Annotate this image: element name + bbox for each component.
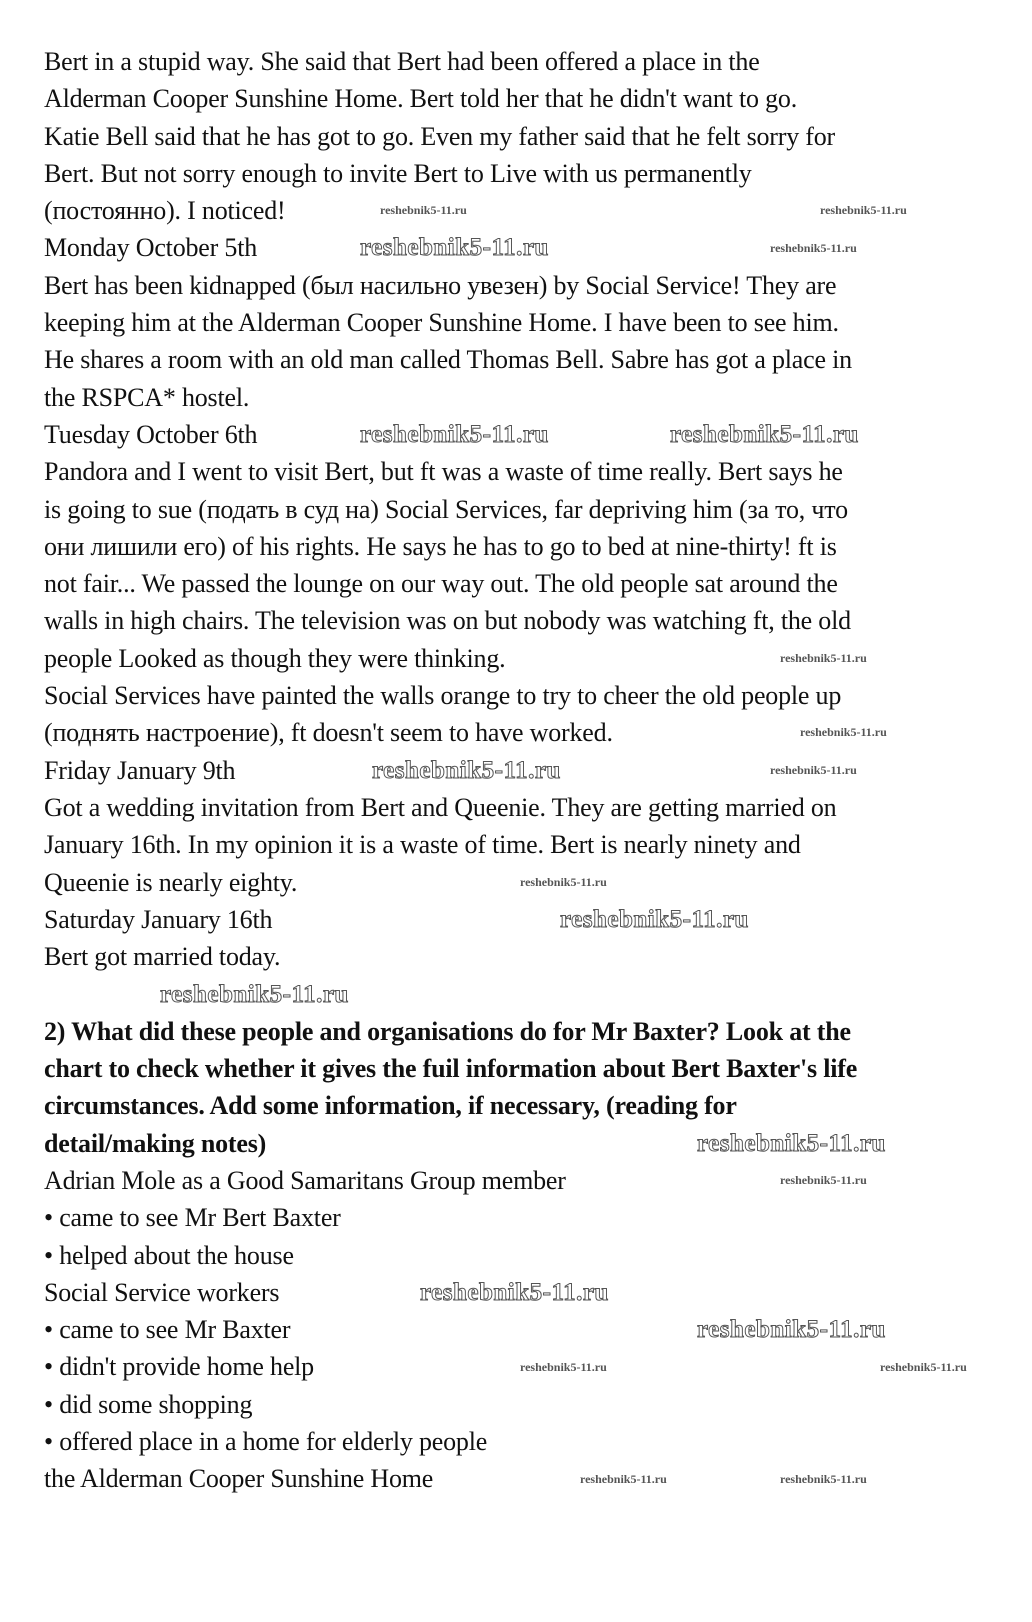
question-line: chart to check whether it gives the fuil information about Bert Baxter's life	[44, 1054, 858, 1084]
diary-date: Tuesday October 6th	[44, 419, 258, 449]
watermark: reshebnik5-11.ru	[580, 1472, 667, 1486]
watermark: reshebnik5-11.ru	[360, 421, 549, 448]
question-line: circumstances. Add some information, if necessary, (reading for	[44, 1091, 737, 1121]
watermark: reshebnik5-11.ru	[820, 203, 907, 217]
question-line: detail/making notes)	[44, 1128, 267, 1158]
answer-text: the Alderman Cooper Sunshine Home	[44, 1464, 434, 1494]
watermark: reshebnik5-11.ru	[380, 203, 467, 217]
watermark: reshebnik5-11.ru	[880, 1360, 967, 1374]
watermark: reshebnik5-11.ru	[520, 875, 607, 889]
text-line: Social Services have painted the walls orange to try to cheer the old people up	[44, 681, 842, 711]
answer-heading: Social Service workers	[44, 1277, 280, 1307]
text-line: the RSPCA* hostel.	[44, 382, 250, 412]
text-line: (постоянно). I noticed!	[44, 196, 286, 226]
answer-bullet: • didn't provide home help	[44, 1352, 314, 1382]
watermark: reshebnik5-11.ru	[520, 1360, 607, 1374]
watermark: reshebnik5-11.ru	[160, 981, 349, 1008]
text-line: not fair... We passed the lounge on our way out. The old people sat around the	[44, 569, 838, 599]
text-line: Bert has been kidnapped (был насильно увезен) by Social Service! They are	[44, 270, 837, 300]
watermark: reshebnik5-11.ru	[770, 763, 857, 777]
watermark: reshebnik5-11.ru	[670, 421, 859, 448]
diary-date: Friday January 9th	[44, 755, 236, 785]
watermark: reshebnik5-11.ru	[420, 1279, 609, 1306]
text-line: walls in high chairs. The television was on but nobody was watching ft, the old	[44, 606, 851, 636]
text-line: Queenie is nearly eighty.	[44, 867, 298, 897]
watermark: reshebnik5-11.ru	[360, 234, 549, 261]
text-line: January 16th. In my opinion it is a waste of time. Bert is nearly ninety and	[44, 830, 801, 860]
text-line: Got a wedding invitation from Bert and Queenie. They are getting married on	[44, 792, 837, 822]
text-line: people Looked as though they were thinking.	[44, 643, 506, 673]
diary-date: Saturday January 16th	[44, 904, 273, 934]
answer-bullet: • helped about the house	[44, 1240, 294, 1270]
text-line: Pandora and I went to visit Bert, but ft was a waste of time really. Bert says he	[44, 457, 843, 487]
watermark: reshebnik5-11.ru	[780, 651, 867, 665]
text-line: они лишили его) of his rights. He says he has to go to bed at nine-thirty! ft is	[44, 531, 837, 561]
answer-bullet: • came to see Mr Baxter	[44, 1315, 291, 1345]
text-line: Bert in a stupid way. She said that Bert had been offered a place in the	[44, 47, 760, 76]
text-line: keeping him at the Alderman Cooper Sunshine Home. I have been to see him.	[44, 308, 839, 338]
answer-bullet: • came to see Mr Bert Baxter	[44, 1203, 341, 1233]
text-line: Katie Bell said that he has got to go. Even my father said that he felt sorry for	[44, 121, 836, 151]
text-line: Alderman Cooper Sunshine Home. Bert told her that he didn't want to go.	[44, 84, 798, 114]
watermark: reshebnik5-11.ru	[560, 906, 749, 933]
answer-bullet: • did some shopping	[44, 1389, 253, 1419]
answer-bullet: • offered place in a home for elderly people	[44, 1426, 488, 1456]
watermark: reshebnik5-11.ru	[770, 241, 857, 255]
text-line: He shares a room with an old man called Thomas Bell. Sabre has got a place in	[44, 345, 852, 375]
watermark: reshebnik5-11.ru	[697, 1130, 886, 1157]
text-line: is going to sue (подать в суд на) Social Services, far depriving him (за то, что	[44, 494, 848, 524]
text-line: (поднять настроение), ft doesn't seem to have worked.	[44, 718, 613, 748]
diary-text	[44, 43, 1004, 975]
watermark: reshebnik5-11.ru	[800, 725, 887, 739]
text-line: Bert got married today.	[44, 942, 281, 972]
watermark: reshebnik5-11.ru	[697, 1316, 886, 1343]
diary-date: Monday October 5th	[44, 233, 258, 263]
watermark: reshebnik5-11.ru	[780, 1472, 867, 1486]
text-line: Bert. But not sorry enough to invite Bert to Live with us permanently	[44, 158, 752, 188]
answer-heading: Adrian Mole as a Good Samaritans Group member	[44, 1165, 566, 1195]
question-line: 2) What did these people and organisations do for Mr Baxter? Look at the	[44, 1016, 851, 1046]
watermark: reshebnik5-11.ru	[780, 1173, 867, 1187]
watermark: reshebnik5-11.ru	[372, 757, 561, 784]
